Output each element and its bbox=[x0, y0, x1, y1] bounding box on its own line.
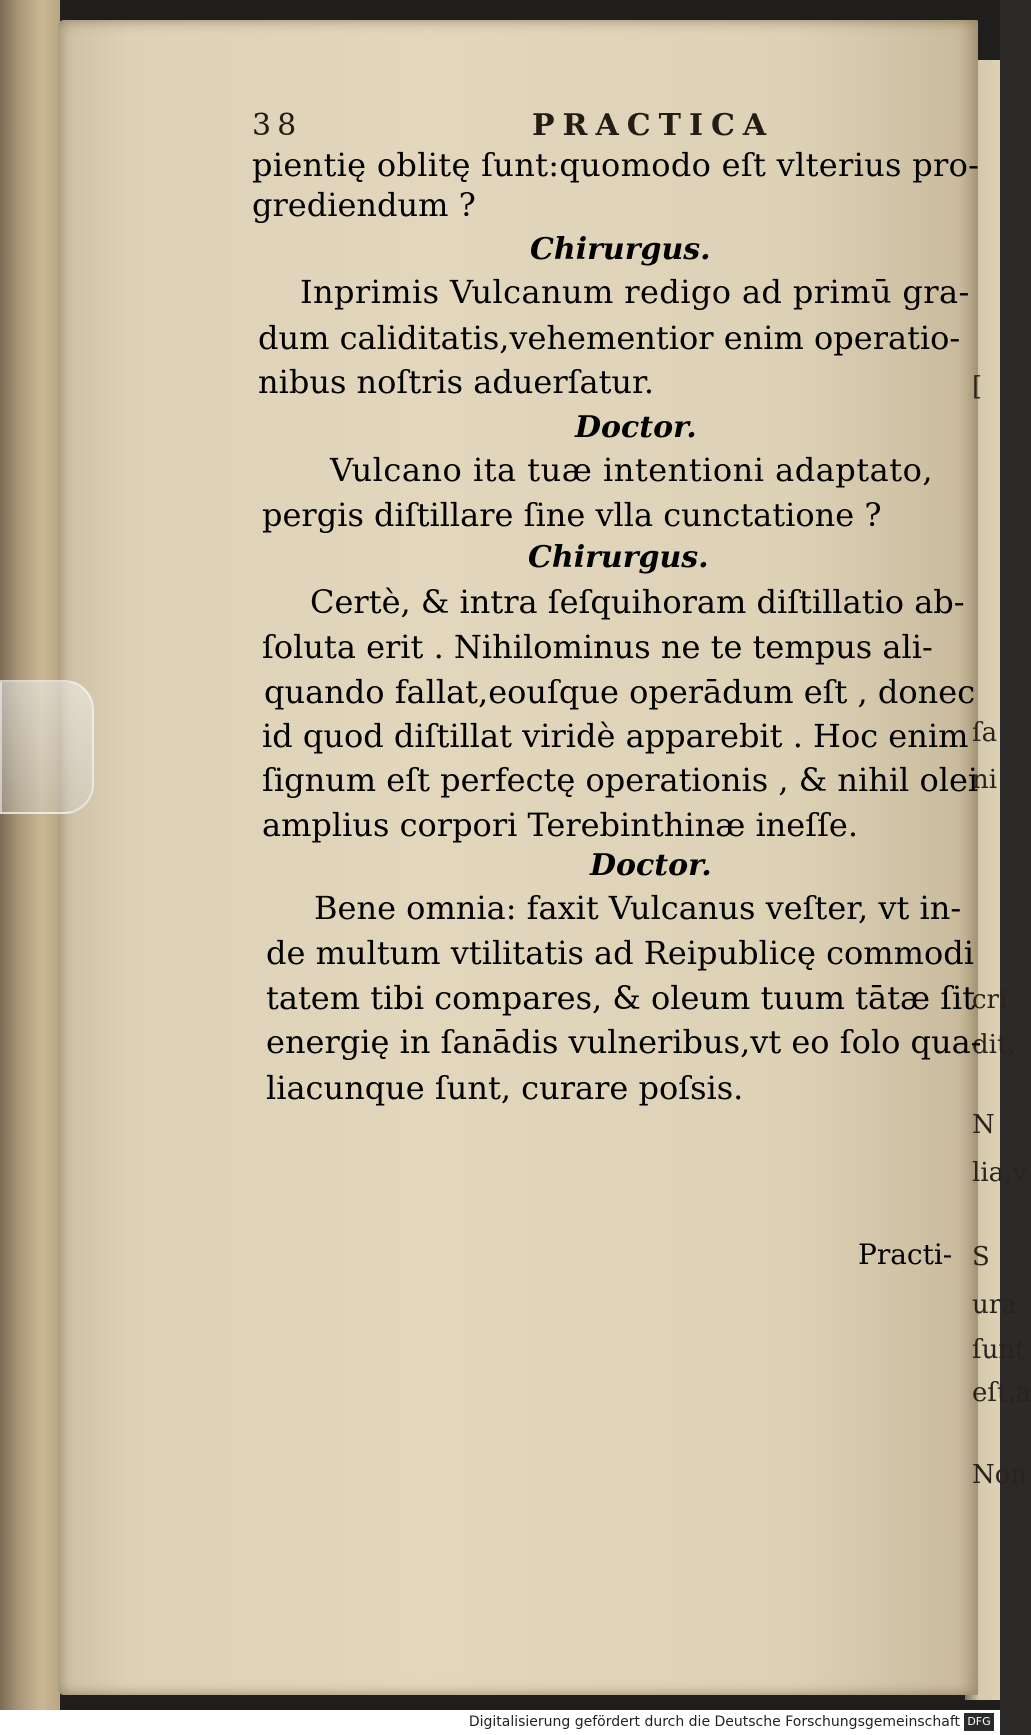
text-line: energię in ſanādis vulneribus,vt eo ſolo qua- bbox=[266, 1023, 982, 1061]
running-title: PRACTICA bbox=[532, 108, 775, 143]
facing-page-fragment: dit, bbox=[972, 1030, 1016, 1060]
text-line: Inprimis Vulcanum redigo ad primū gra- bbox=[300, 273, 970, 311]
catchword: Practi- bbox=[858, 1238, 953, 1271]
text-line: ſoluta erit . Nihilominus ne te tempus ali- bbox=[262, 628, 933, 666]
text-line: ſignum eſt perfectę operationis , & nihil olei bbox=[262, 761, 979, 799]
text-line: Vulcano ita tuæ intentioni adaptato, bbox=[330, 451, 933, 489]
speaker-label: Chirurgus. bbox=[530, 232, 711, 267]
facing-page-fragment: ni bbox=[972, 765, 998, 795]
facing-page-fragment: lia,v bbox=[972, 1158, 1028, 1188]
text-line: amplius corpori Terebinthinæ ineſſe. bbox=[262, 806, 859, 844]
facing-page-fragment: ſa bbox=[972, 718, 998, 748]
text-line: Certè, & intra ſeſquihoram diſtillatio ab- bbox=[310, 583, 965, 621]
speaker-label: Doctor. bbox=[590, 848, 712, 883]
text-line: id quod diſtillat viridè apparebit . Hoc enim bbox=[262, 717, 969, 755]
text-line: Bene omnia: faxit Vulcanus veſter, vt in- bbox=[314, 889, 962, 927]
text-line: pientię oblitę ſunt:quomodo eſt vlterius pro- bbox=[252, 146, 980, 184]
text-line: pergis diſtillare ſine vlla cunctatione ? bbox=[262, 496, 882, 534]
facing-page-fragment: [ bbox=[972, 372, 983, 402]
text-line: grediendum ? bbox=[252, 186, 476, 224]
text-line: dum caliditatis,vehementior enim operatio- bbox=[258, 319, 961, 357]
page-number: 38 bbox=[252, 108, 303, 143]
text-line: nibus noſtris aduerſatur. bbox=[258, 363, 654, 401]
facing-page-fragment: cri bbox=[972, 985, 1008, 1015]
facing-page-fragment: S bbox=[972, 1242, 990, 1272]
facing-page-fragment: ſunt bbox=[972, 1335, 1026, 1365]
digitization-footer bbox=[0, 1710, 1000, 1735]
text-line: de multum vtilitatis ad Reipublicę commodi bbox=[266, 934, 974, 972]
book-edge-left bbox=[0, 0, 60, 1710]
facing-page-fragment: Non bbox=[972, 1460, 1028, 1490]
text-line: liacunque ſunt, curare poſsis. bbox=[266, 1069, 744, 1107]
facing-page-fragment: ura bbox=[972, 1290, 1017, 1320]
text-line: quando fallat,eouſque operādum eſt , donec bbox=[264, 673, 976, 711]
dfg-logo: DFG bbox=[964, 1713, 994, 1731]
page-header bbox=[252, 108, 952, 148]
text-line: tatem tibi compares, & oleum tuum tātæ ſit bbox=[266, 979, 976, 1017]
facing-page-fragment: eſt,a bbox=[972, 1378, 1031, 1408]
facing-page-fragment: N bbox=[972, 1110, 995, 1140]
speaker-label: Chirurgus. bbox=[528, 540, 709, 575]
page-clip bbox=[0, 680, 94, 814]
footer-credit: Digitalisierung gefördert durch die Deutsche Forschungsgemeinschaft bbox=[468, 1714, 960, 1730]
speaker-label: Doctor. bbox=[575, 410, 697, 445]
